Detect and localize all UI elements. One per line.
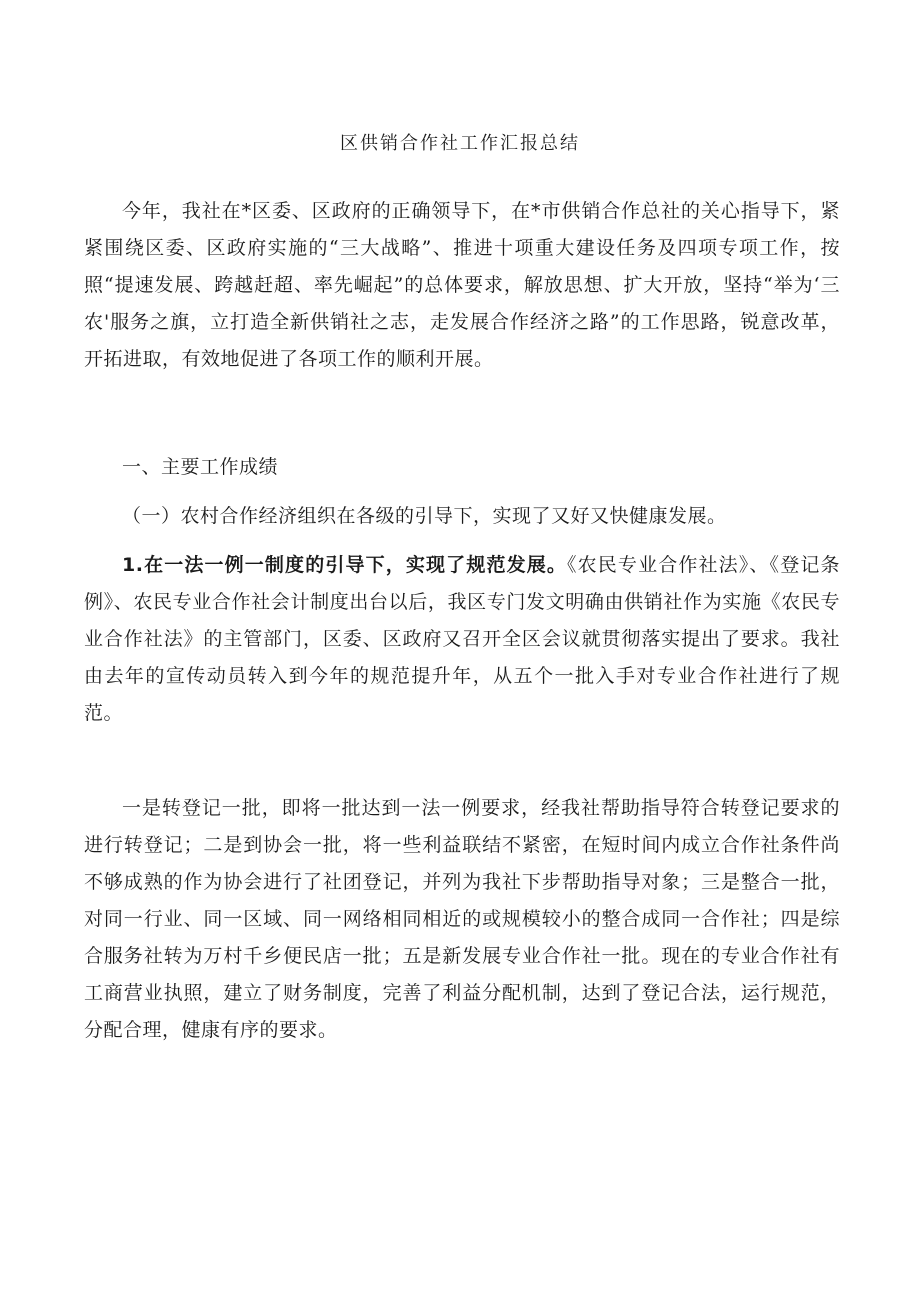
- subsection-heading-cooperatives: （一）农村合作经济组织在各级的引导下，实现了又好又快健康发展。: [122, 505, 727, 527]
- document-title: 区供销合作社工作汇报总结: [340, 133, 580, 154]
- section-heading-main-achievements: 一、主要工作成绩: [122, 456, 279, 478]
- law-paragraph-body: 《农民专业合作社法》、《登记条例》、农民专业合作社会计制度出台以后，我区专门发文明确由供销社作为实施《农民专业合作社法》的主管部门，区委、区政府又召开全区会议就贯彻落实提出了要求。我社由去年的宣传动员转入到今年的规范提升年，从五个一批入手对专业合作社进行了规范。: [84, 554, 840, 724]
- five-batches-paragraph: 一是转登记一批，即将一批达到一法一例要求，经我社帮助指导符合转登记要求的进行转登记；二是到协会一批，将一些利益联结不紧密，在短时间内成立合作社条件尚不够成熟的作为协会进行了社团登记，并列为我社下步帮助指导对象；三是整合一批，对同一行业、同一区域、同一网络相同相近的或规模较小的整合成同一合作社；四是综合服务社转为万村千乡便民店一批；五是新发展专业合作社一批。现在的专业合作社有工商营业执照，建立了财务制度，完善了利益分配机制，达到了登记合法，运行规范，分配合理，健康有序的要求。: [84, 797, 840, 1041]
- law-paragraph: [84, 547, 840, 732]
- intro-paragraph: 今年，我社在*区委、区政府的正确领导下，在*市供销合作总社的关心指导下，紧紧围绕区委、区政府实施的“三大战略”、推进十项重大建设任务及四项专项工作，按照“提速发展、跨越赶超、率先崛起”的总体要求，解放思想、扩大开放，坚持“举为‘三农'服务之旗，立打造全新供销社之志，走发展合作经济之路”的工作思路，锐意改革，开拓进取，有效地促进了各项工作的顺利开展。: [84, 200, 840, 370]
- law-paragraph-lead: 1.在一法一例一制度的引导下，实现了规范发展。: [122, 554, 568, 576]
